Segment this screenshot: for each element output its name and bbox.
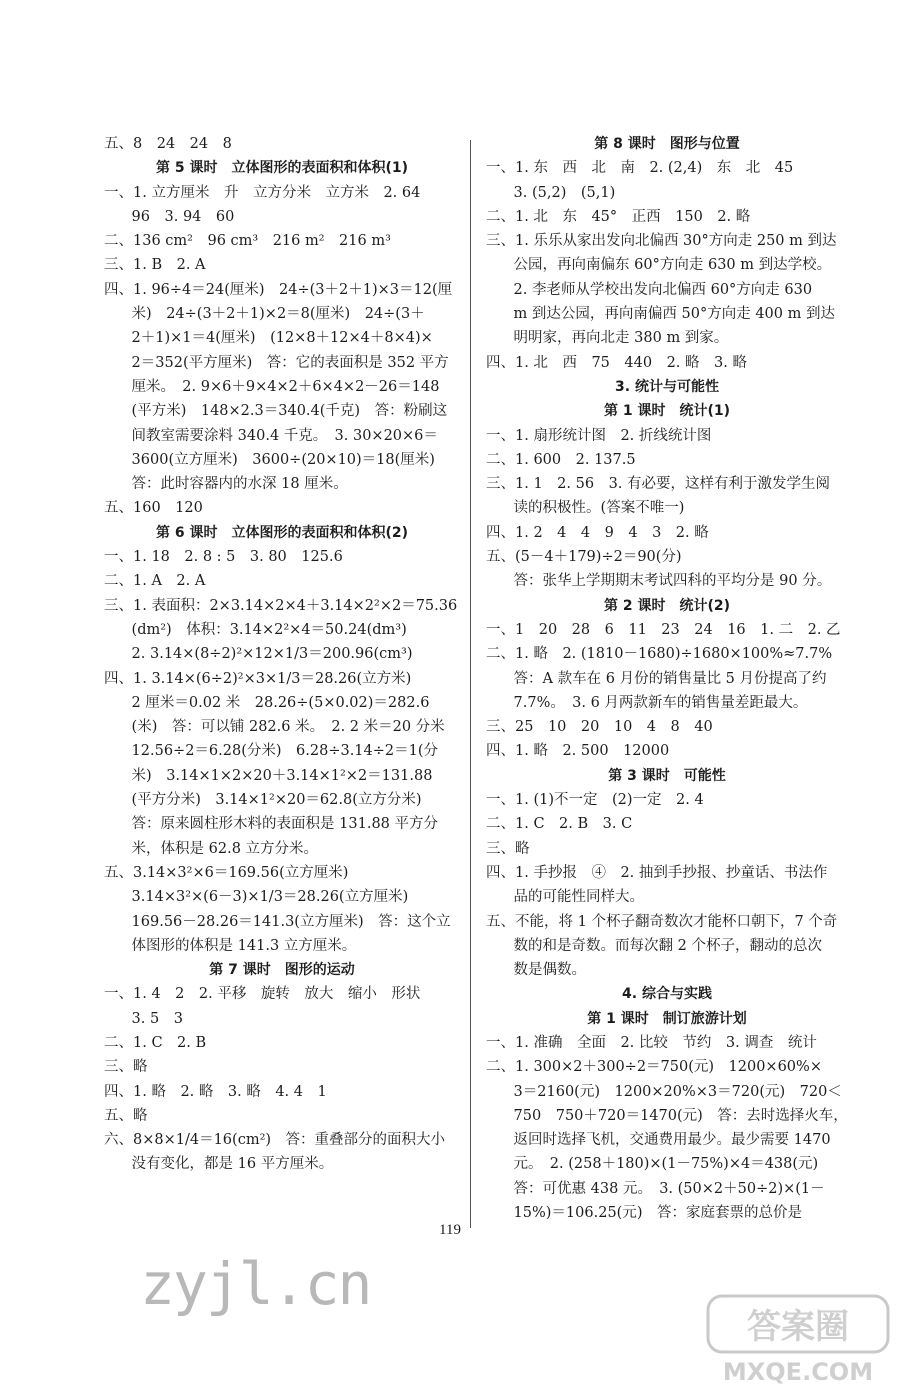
left-answer-line: 三、1. B 2. A bbox=[104, 257, 206, 274]
right-lesson-heading: 第 8 课时 图形与位置 bbox=[594, 136, 740, 152]
left-answer-line: 12.56÷2＝6.28(分米) 6.28÷3.14÷2＝1(分 bbox=[131, 743, 439, 760]
left-answer-line: 2＋1)×1＝4(厘米) (12×8＋12×4＋8×4)× bbox=[131, 330, 433, 347]
right-answer-line: 7.7%。 3. 6 月两款新车的销售量差距最大。 bbox=[513, 694, 808, 711]
left-answer-line: 米) 3.14×1×2×20＋3.14×1²×2＝131.88 bbox=[131, 767, 433, 784]
right-answer-line: 二、1. 北 东 45° 正西 150 2. 略 bbox=[486, 208, 751, 225]
right-answer-line: 答：张华上学期期末考试四科的平均分是 90 分。 bbox=[513, 573, 832, 590]
right-answer-line: 2. 李老师从学校出发向北偏西 60°方向走 630 bbox=[513, 281, 813, 298]
svg-text:答案圈: 答案圈 bbox=[747, 1307, 849, 1347]
right-answer-line: 二、1. 600 2. 137.5 bbox=[486, 451, 636, 468]
right-answer-line: 四、1. 北 西 75 440 2. 略 3. 略 bbox=[486, 354, 747, 371]
right-answer-line: 品的可能性同样大。 bbox=[513, 889, 645, 906]
left-answer-line: 96 3. 94 60 bbox=[131, 208, 235, 225]
right-answer-line: 三、1. 1 2. 56 3. 有必要，这样有利于激发学生阅 bbox=[486, 476, 831, 493]
watermark-mxqe-text: MXQE.COM bbox=[722, 1358, 874, 1386]
right-answer-line: 四、1. 2 4 4 9 4 3 2. 略 bbox=[486, 524, 709, 541]
left-answer-column bbox=[104, 132, 460, 1177]
right-answer-line: 一、1 20 28 6 11 23 24 16 1. 二 2. 乙 bbox=[486, 621, 841, 638]
left-answer-line: 没有变化，都是 16 平方厘米。 bbox=[131, 1156, 334, 1173]
right-unit-heading: 4. 综合与实践 bbox=[622, 986, 712, 1003]
page-number: 119 bbox=[439, 1222, 461, 1238]
right-lesson-heading: 第 3 课时 可能性 bbox=[608, 767, 726, 784]
left-answer-line: 米，体积是 62.8 立方分米。 bbox=[131, 840, 319, 857]
right-answer-line: 答：可优惠 438 元。 3. (50×2＋50÷2)×(1－ bbox=[513, 1180, 825, 1197]
left-answer-line: 五、略 bbox=[104, 1107, 148, 1124]
left-answer-line: 五、160 120 bbox=[104, 500, 203, 517]
right-answer-line: 15%)＝106.25(元) 答：家庭套票的总价是 bbox=[513, 1205, 802, 1222]
right-answer-line: 3＝2160(元) 1200×20%×3＝720(元) 720＜ bbox=[513, 1083, 842, 1100]
right-answer-line: 元。 2. (258＋180)×(1－75%)×4＝438(元) bbox=[513, 1156, 819, 1173]
right-answer-line: 二、1. 略 2. (1810－1680)÷1680×100%≈7.7% bbox=[486, 646, 833, 663]
left-answer-line: 一、1. 4 2 2. 平移 旋转 放大 缩小 形状 bbox=[104, 986, 421, 1003]
left-answer-line: 3600(立方厘米) 3600÷(20×10)＝18(厘米) bbox=[131, 451, 435, 468]
right-answer-column bbox=[486, 132, 848, 1225]
right-answer-line: 五、(5－4＋179)÷2＝90(分) bbox=[486, 549, 682, 566]
left-answer-line: (平方米) 148×2.3＝340.4(千克) 答：粉刷这 bbox=[131, 403, 448, 420]
left-answer-line: 厘米。 2. 9×6＋9×4×2＋6×4×2－26＝148 bbox=[131, 378, 440, 395]
right-answer-line: 公园，再向南偏东 60°方向走 630 m 到达学校。 bbox=[513, 257, 832, 274]
left-answer-line: 169.56－28.26＝141.3(立方厘米) 答：这个立 bbox=[131, 913, 451, 930]
left-answer-line: 间教室需要涂料 340.4 千克。 3. 30×20×6＝ bbox=[131, 427, 438, 444]
right-answer-line: 一、1. (1)不一定 (2)一定 2. 4 bbox=[486, 792, 704, 809]
right-unit-heading: 3. 统计与可能性 bbox=[615, 378, 719, 395]
column-divider bbox=[470, 140, 471, 1228]
left-answer-line: 答：此时容器内的水深 18 厘米。 bbox=[131, 476, 348, 493]
left-answer-line: 2. 3.14×(8÷2)²×12×1/3＝200.96(cm³) bbox=[131, 646, 413, 663]
left-answer-line: 2 厘米＝0.02 米 28.26÷(5×0.02)＝282.6 bbox=[131, 694, 430, 711]
right-answer-line: 数的和是奇数。而每次翻 2 个杯子，翻动的总次 bbox=[513, 937, 822, 954]
right-answer-line: 3. (5,2) (5,1) bbox=[513, 184, 616, 201]
right-lesson-heading: 第 2 课时 统计(2) bbox=[603, 597, 731, 614]
right-answer-line: 数是偶数。 bbox=[513, 962, 587, 979]
left-answer-line: 五、3.14×3²×6＝169.56(立方厘米) bbox=[104, 864, 349, 881]
right-answer-line: 三、1. 乐乐从家出发向北偏西 30°方向走 250 m 到达 bbox=[486, 233, 837, 250]
right-answer-line: m 到达公园，再向南偏西 50°方向走 400 m 到达 bbox=[513, 306, 835, 323]
watermark-mxqe-logo bbox=[700, 1292, 900, 1390]
left-answer-line: (米) 答：可以铺 282.6 米。 2. 2 米＝20 分米 bbox=[131, 719, 445, 736]
right-answer-line: 二、1. C 2. B 3. C bbox=[486, 816, 633, 833]
right-answer-line: 一、1. 准确 全面 2. 比较 节约 3. 调查 统计 bbox=[486, 1034, 817, 1051]
right-answer-line: 750 750＋720＝1470(元) 答：去时选择火车， bbox=[513, 1107, 848, 1124]
left-answer-line: 二、136 cm² 96 cm³ 216 m² 216 m³ bbox=[104, 233, 391, 250]
right-answer-line: 一、1. 东 西 北 南 2. (2,4) 东 北 45 bbox=[486, 160, 794, 177]
right-answer-line: 二、1. 300×2＋300÷2＝750(元) 1200×60%× bbox=[486, 1059, 822, 1076]
right-answer-line: 三、略 bbox=[486, 840, 530, 857]
left-answer-line: 三、略 bbox=[104, 1059, 148, 1076]
right-lesson-heading: 第 1 课时 统计(1) bbox=[603, 403, 731, 420]
left-answer-line: 2＝352(平方厘米) 答：它的表面积是 352 平方 bbox=[131, 354, 449, 371]
left-answer-line: (平方分米) 3.14×1²×20＝62.8(立方分米) bbox=[131, 792, 422, 809]
watermark-zyjl: zyjl.cn bbox=[140, 1250, 371, 1318]
left-answer-line: 米) 24÷(3＋2＋1)×2＝8(厘米) 24÷(3＋ bbox=[131, 306, 425, 323]
left-answer-line: 二、1. A 2. A bbox=[104, 573, 206, 590]
right-answer-line: 答：A 款车在 6 月份的销售量比 5 月份提高了约 bbox=[513, 670, 827, 687]
right-answer-line: 读的积极性。(答案不唯一) bbox=[513, 500, 685, 517]
right-answer-line: 五、不能，将 1 个杯子翻奇数次才能杯口朝下，7 个奇 bbox=[486, 913, 838, 930]
right-answer-line: 四、1. 手抄报 ④ 2. 抽到手抄报、抄童话、书法作 bbox=[486, 864, 828, 881]
left-answer-line: 答：原来圆柱形木料的表面积是 131.88 平方分 bbox=[131, 816, 438, 833]
left-answer-line: 一、1. 18 2. 8 : 5 3. 80 125.6 bbox=[104, 549, 343, 566]
left-answer-line: 3. 5 3 bbox=[131, 1010, 183, 1027]
left-answer-line: 四、1. 96÷4＝24(厘米) 24÷(3＋2＋1)×3＝12(厘 bbox=[104, 281, 453, 298]
left-answer-line: 一、1. 立方厘米 升 立方分米 立方米 2. 64 bbox=[104, 184, 421, 201]
left-answer-line: 四、1. 略 2. 略 3. 略 4. 4 1 bbox=[104, 1083, 327, 1100]
left-answer-line: 3.14×3²×(6－3)×1/3＝28.26(立方厘米) bbox=[131, 889, 409, 906]
left-answer-line: 五、8 24 24 8 bbox=[104, 136, 232, 152]
right-answer-line: 四、1. 略 2. 500 12000 bbox=[486, 743, 670, 760]
left-answer-line: 六、8×8×1/4＝16(cm²) 答：重叠部分的面积大小 bbox=[104, 1132, 446, 1149]
right-lesson-heading: 第 1 课时 制订旅游计划 bbox=[587, 1010, 747, 1027]
left-lesson-heading: 第 7 课时 图形的运动 bbox=[209, 962, 355, 979]
left-answer-line: 体图形的体积是 141.3 立方厘米。 bbox=[131, 937, 357, 954]
right-answer-line: 一、1. 扇形统计图 2. 折线统计图 bbox=[486, 427, 712, 444]
left-lesson-heading: 第 6 课时 立体图形的表面积和体积(2) bbox=[155, 524, 409, 541]
left-lesson-heading: 第 5 课时 立体图形的表面积和体积(1) bbox=[155, 160, 409, 177]
left-answer-line: 二、1. C 2. B bbox=[104, 1034, 207, 1051]
left-answer-line: 三、1. 表面积：2×3.14×2×4＋3.14×2²×2＝75.36 bbox=[104, 597, 458, 614]
right-answer-line: 三、25 10 20 10 4 8 40 bbox=[486, 719, 713, 736]
left-answer-line: 四、1. 3.14×(6÷2)²×3×1/3＝28.26(立方米) bbox=[104, 670, 412, 687]
right-answer-line: 返回时选择飞机，交通费用最少。最少需要 1470 bbox=[513, 1132, 831, 1149]
right-answer-line: 明明家，再向北走 380 m 到家。 bbox=[513, 330, 729, 347]
left-answer-line: (dm²) 体积：3.14×2²×4＝50.24(dm³) bbox=[131, 621, 407, 638]
